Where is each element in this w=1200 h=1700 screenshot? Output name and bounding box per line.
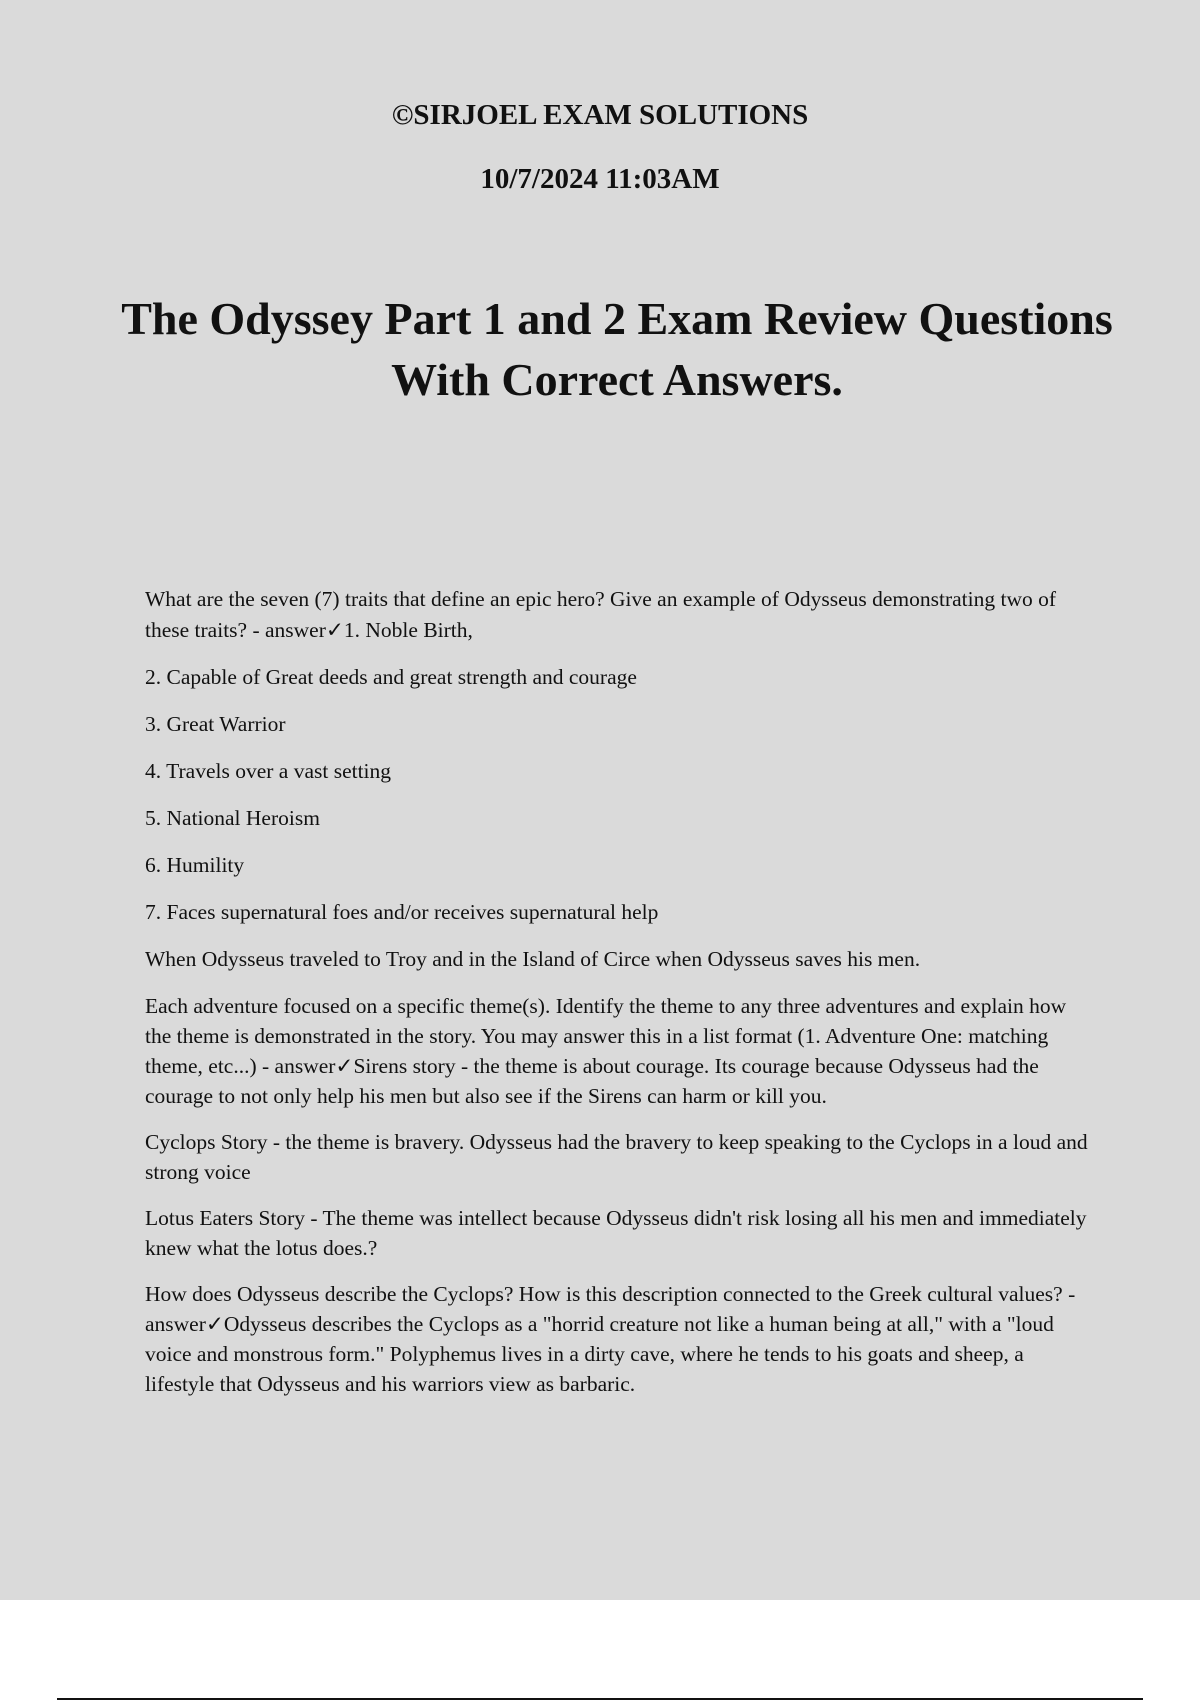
paragraph-question-1: What are the seven (7) traits that define an epic hero? Give an example of Odysseus demonstrating two of these traits? - answer✓1. Noble Birth, — [145, 587, 1057, 642]
paragraph-question-2: Each adventure focused on a specific theme(s). Identify the theme to any three adventures and explain how the theme is demonstrated in the story. You may answer this in a list format (1. Adventure One: matching theme, etc...) - answer✓Sirens story - the theme is about courage. Its courage because Odysseus had the courage to not only help his men but also see if the Sirens can harm or kill you. — [145, 994, 1067, 1108]
document-body — [145, 584, 1090, 1415]
paragraph-trait-2: 2. Capable of Great deeds and great strength and courage — [145, 665, 637, 689]
paragraph-trait-6: 6. Humility — [145, 853, 245, 877]
paragraph-example: When Odysseus traveled to Troy and in the Island of Circe when Odysseus saves his men. — [145, 947, 921, 971]
paragraph-lotus-eaters-story: Lotus Eaters Story - The theme was intellect because Odysseus didn't risk losing all his men and immediately knew what the lotus does.? — [145, 1206, 1087, 1260]
header-company: ©SIRJOEL EXAM SOLUTIONS — [391, 99, 809, 131]
paragraph-cyclops-story: Cyclops Story - the theme is bravery. Odysseus had the bravery to keep speaking to the Cyclops in a loud and strong voice — [145, 1130, 1088, 1184]
document-title: The Odyssey Part 1 and 2 Exam Review Questions With Correct Answers. — [121, 293, 1113, 405]
paragraph-trait-4: 4. Travels over a vast setting — [145, 759, 392, 783]
paragraph-trait-5: 5. National Heroism — [145, 806, 320, 830]
header-datetime: 10/7/2024 11:03AM — [480, 163, 720, 195]
paragraph-trait-7: 7. Faces supernatural foes and/or receives supernatural help — [145, 900, 659, 924]
paragraph-question-3: How does Odysseus describe the Cyclops? How is this description connected to the Greek cultural values? - answer✓Odysseus describes the Cyclops as a "horrid creature not like a human being at all," with a "loud voice and monstrous form." Polyphemus lives in a dirty cave, where he tends to his goats and sheep, a lifestyle that Odysseus and his warriors view as barbaric. — [145, 1282, 1076, 1396]
paragraph-trait-3: 3. Great Warrior — [145, 712, 286, 736]
